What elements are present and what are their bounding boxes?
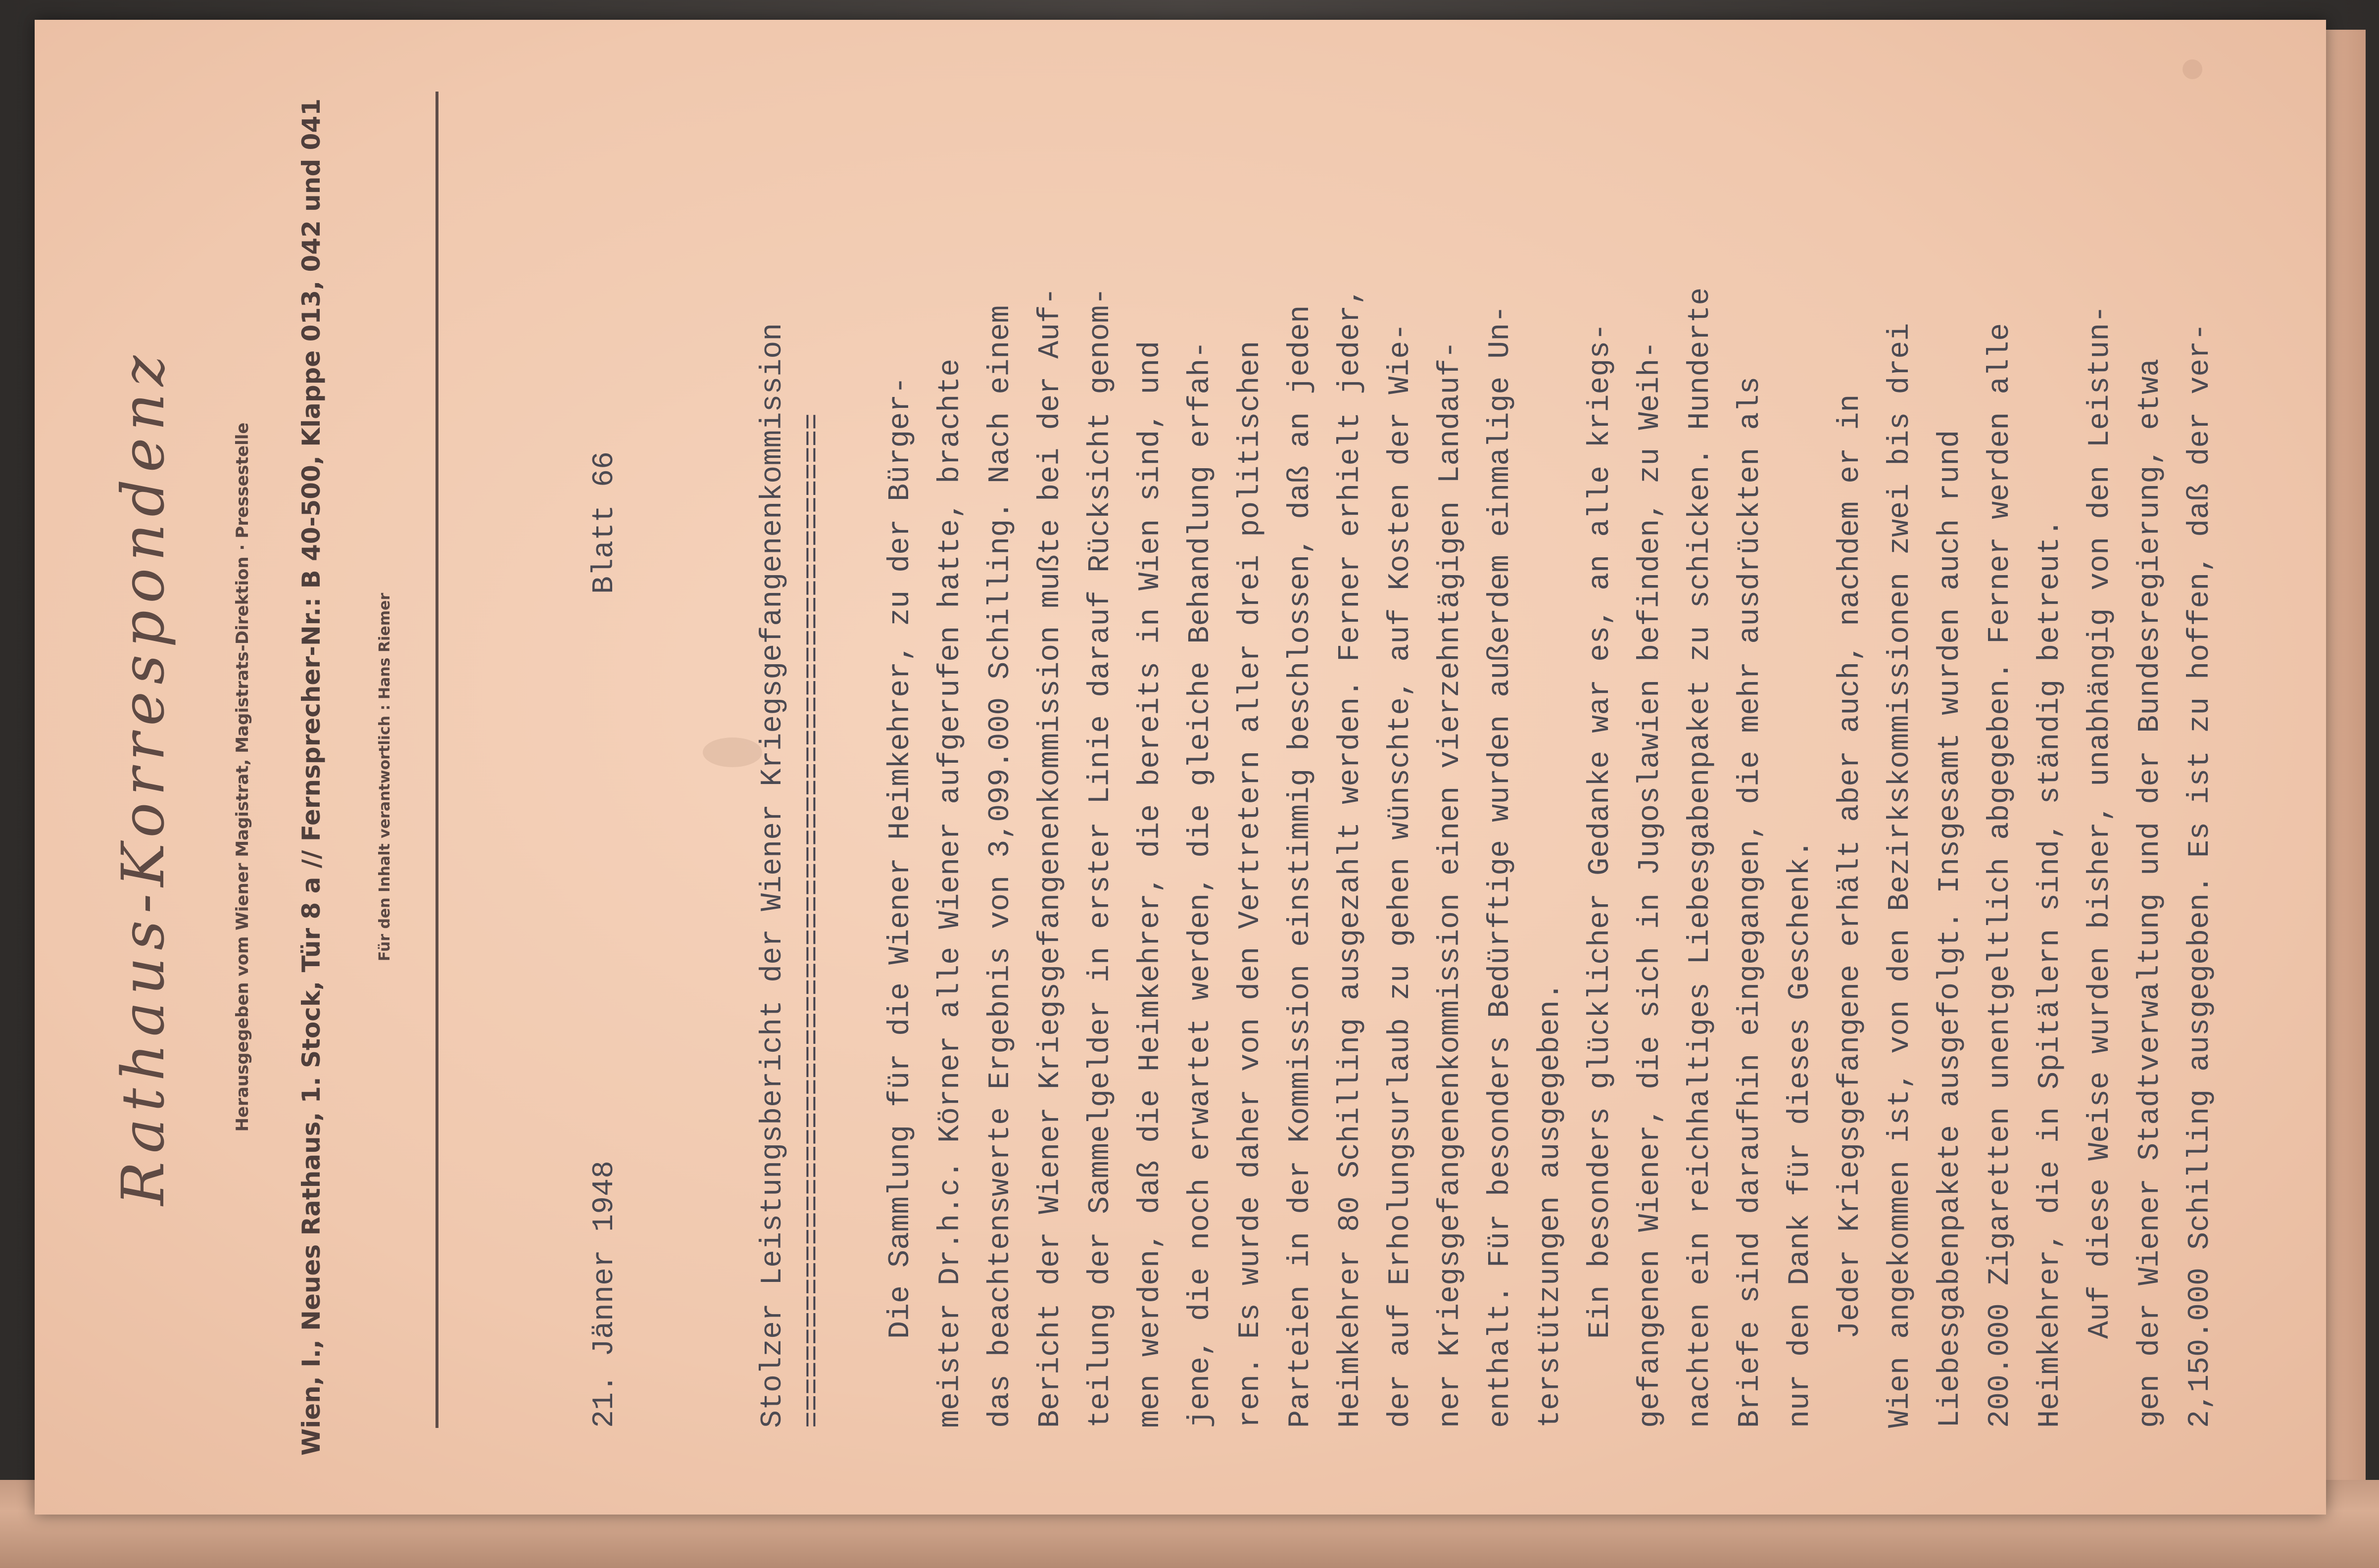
article-line: Auf diese Weise wurden bisher, unabhängig von den Leistun- (2084, 305, 2117, 1428)
article-line: 200.000 Zigaretten unentgeltlich abgegeben. Ferner werden alle (1984, 323, 2017, 1428)
article-line: jene, die noch erwartet werden, die gleiche Behandlung erfah- (1184, 341, 1217, 1428)
sheet-number: Blatt 66 (588, 451, 622, 594)
article-line: men werden, daß die Heimkehrer, die bereits in Wien sind, und (1134, 341, 1167, 1428)
rotated-document-content (35, 40, 2311, 1515)
article-line: enthalt. Für besonders Bedürftige wurden außerdem einmalige Un- (1484, 305, 1517, 1428)
article-line: der auf Erholungsurlaub zu gehen wünschte, auf Kosten der Wie- (1384, 323, 1417, 1428)
article-line: meister Dr.h.c. Körner alle Wiener aufgerufen hatte, brachte (934, 358, 968, 1428)
document-date: 21. Jänner 1948 (588, 1160, 622, 1428)
article-line: gefangenen Wiener, die sich in Jugoslawien befinden, zu Weih- (1634, 341, 1667, 1428)
article-line: nur den Dank für dieses Geschenk. (1784, 839, 1817, 1428)
article-line: ren. Es wurde daher von den Vertretern aller drei politischen (1234, 341, 1267, 1428)
date-line (589, 40, 716, 1515)
article-line: nachten ein reichhaltiges Liebesgabenpaket zu schicken. Hunderte (1684, 287, 1717, 1428)
masthead-responsible: Für den Inhalt verantwortlich : Hans Riemer (376, 592, 393, 962)
article-line: ner Kriegsgefangenenkommission einen vierzehntägigen Landauf- (1434, 341, 1467, 1428)
heading-underline: ============================================================= (797, 413, 828, 1428)
article-line: Jeder Kriegsgefangene erhält aber auch, nachdem er in (1834, 394, 1867, 1428)
article-line: Parteien in der Kommission einstimmig beschlossen, daß an jeden (1284, 305, 1317, 1428)
article-line: Heimkehrer, die in Spitälern sind, ständig betreut. (2034, 519, 2067, 1428)
masthead-divider (436, 92, 438, 1428)
article-line: Die Sammlung für die Wiener Heimkehrer, zu der Bürger- (884, 376, 918, 1428)
masthead-title: Rathaus-Korrespondenz (109, 348, 177, 1206)
article-line: Bericht der Wiener Kriegsgefangenenkommission mußte bei der Auf- (1034, 287, 1068, 1428)
article-body (876, 62, 2226, 1428)
article-line: gen der Wiener Stadtverwaltung und der Bundesregierung, etwa (2134, 358, 2167, 1428)
article-line: Liebesgabenpakete ausgefolgt. Insgesamt wurden auch rund (1934, 430, 1967, 1428)
article-line: teilung der Sammelgelder in erster Linie darauf Rücksicht genom- (1084, 287, 1117, 1428)
masthead-address: Wien, I., Neues Rathaus, 1. Stock, Tür 8 a // Fernsprecher-Nr.: B 40-500, Klappe 013, 042 und 041 (297, 98, 326, 1456)
article-line: das beachtenswerte Ergebnis von 3,099.000 Schilling. Nach einem (984, 305, 1018, 1428)
article-line: terstützungen ausgegeben. (1534, 982, 1567, 1428)
article-line: Briefe sind daraufhin eingegangen, die mehr ausdrückten als (1734, 376, 1767, 1428)
article-line: Ein besonders glücklicher Gedanke war es, an alle kriegs- (1584, 323, 1617, 1428)
article-line: Wien angekommen ist, von den Bezirkskommissionen zwei bis drei (1884, 323, 1917, 1428)
article-line: Heimkehrer 80 Schilling ausgezahlt werden. Ferner erhielt jeder, (1334, 287, 1367, 1428)
article-heading: Stolzer Leistungsbericht der Wiener Kriegsgefangenenkommission (756, 323, 790, 1428)
masthead-subtitle: Herausgegeben vom Wiener Magistrat, Magistrats-Direktion · Pressestelle (233, 422, 252, 1132)
article-line: 2,150.000 Schilling ausgegeben. Es ist zu hoffen, daß der ver- (2184, 323, 2217, 1428)
